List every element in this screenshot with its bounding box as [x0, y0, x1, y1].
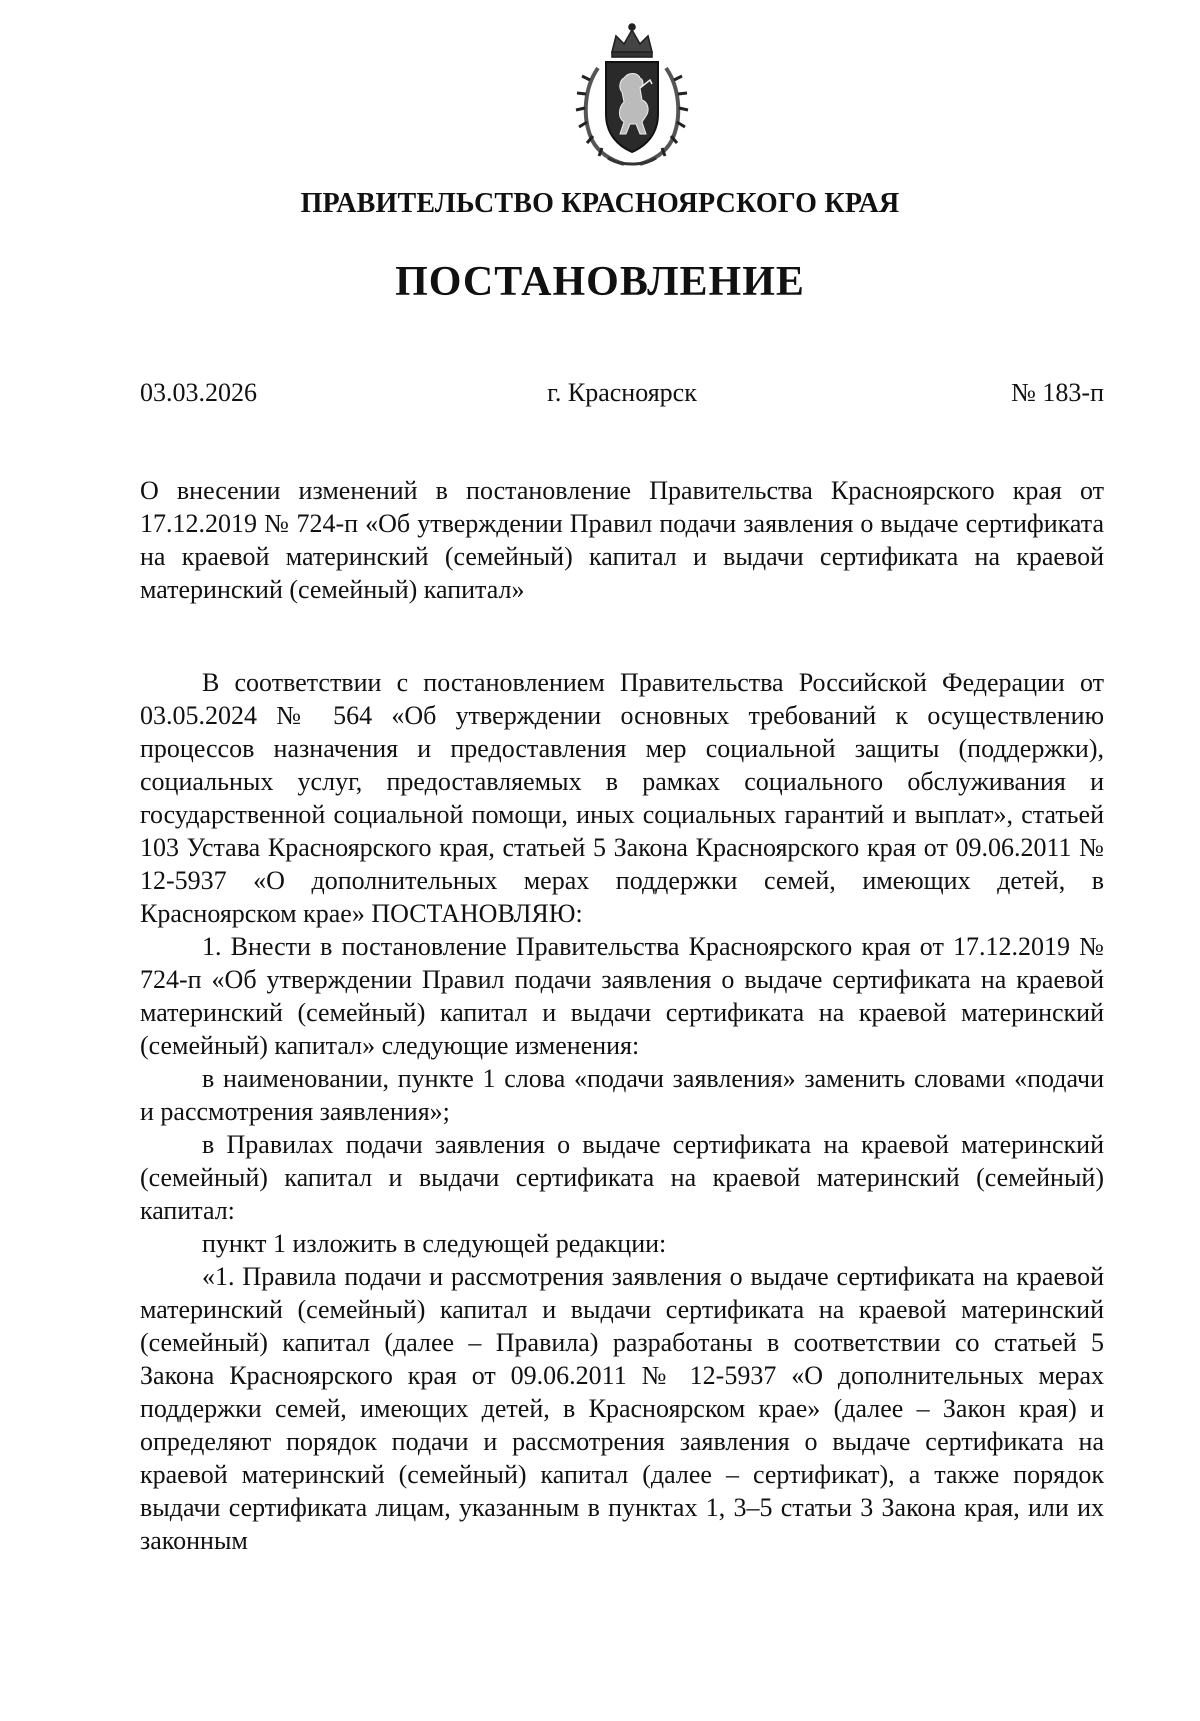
body-paragraph-item-1: 1. Внести в постановление Правительства Красноярского края от 17.12.2019 № 724-п «Об утверждении Правил подачи заявления о выдаче сертификата на краевой материнский (семейный) капитал и выдачи сертификата на краевой материнский (семейный) капитал» следующие изменения: — [140, 932, 1104, 1060]
body-paragraph-name-change: в наименовании, пункте 1 слова «подачи заявления» заменить словами «подачи и рассмотрения заявления»; — [140, 1064, 1104, 1126]
body-paragraph-point-1-intro: пункт 1 изложить в следующей редакции: — [202, 1229, 667, 1258]
document-meta-row — [140, 378, 1104, 412]
krasnoyarsk-coat-of-arms-icon — [568, 18, 696, 170]
document-number: № 183-п — [1011, 378, 1104, 407]
document-type-title: ПОСТАНОВЛЕНИЕ — [395, 259, 805, 305]
document-body — [140, 666, 1104, 1557]
body-paragraph-rules-intro: в Правилах подачи заявления о выдаче сертификата на краевой материнский (семейный) капитал и выдачи сертификата на краевой материнский (семейный) капитал: — [140, 1130, 1104, 1225]
body-paragraph-preamble: В соответствии с постановлением Правительства Российской Федерации от 03.05.2024 № 564 «Об утверждении основных требований к осуществлению процессов назначения и предоставления мер социальной защиты (поддержки), социальных услуг, предоставляемых в рамках социального обслуживания и государственной социальной помощи, иных социальных гарантий и выплат», статьей 103 Устава Красноярского края, статьей 5 Закона Красноярского края от 09.06.2011 № 12-5937 «О дополнительных мерах поддержки семей, имеющих детей, в Красноярском крае» ПОСТАНОВЛЯЮ: — [140, 668, 1104, 928]
document-date: 03.03.2026 — [140, 378, 257, 407]
organization-name: ПРАВИТЕЛЬСТВО КРАСНОЯРСКОГО КРАЯ — [300, 188, 900, 219]
document-subject: О внесении изменений в постановление Правительства Красноярского края от 17.12.2019 № 724-п «Об утверждении Правил подачи заявления о выдаче сертификата на краевой материнский (семейный) капитал и выдачи сертификата на краевой материнский (семейный) капитал» — [140, 476, 1104, 604]
body-paragraph-point-1-text: «1. Правила подачи и рассмотрения заявления о выдаче сертификата на краевой материнский (семейный) капитал и выдачи сертификата на краевой материнский (семейный) капитал (далее – Правила) разработаны в соответствии со статьей 5 Закона Красноярского края от 09.06.2011 № 12-5937 «О дополнительных мерах поддержки семей, имеющих детей, в Красноярском крае» (далее – Закон края) и определяют порядок подачи и рассмотрения заявления о выдаче сертификата на краевой материнский (семейный) капитал (далее – сертификат), а также порядок выдачи сертификата лицам, указанным в пунктах 1, 3–5 статьи 3 Закона края, или их законным — [140, 1262, 1104, 1555]
document-city: г. Красноярск — [547, 378, 697, 407]
